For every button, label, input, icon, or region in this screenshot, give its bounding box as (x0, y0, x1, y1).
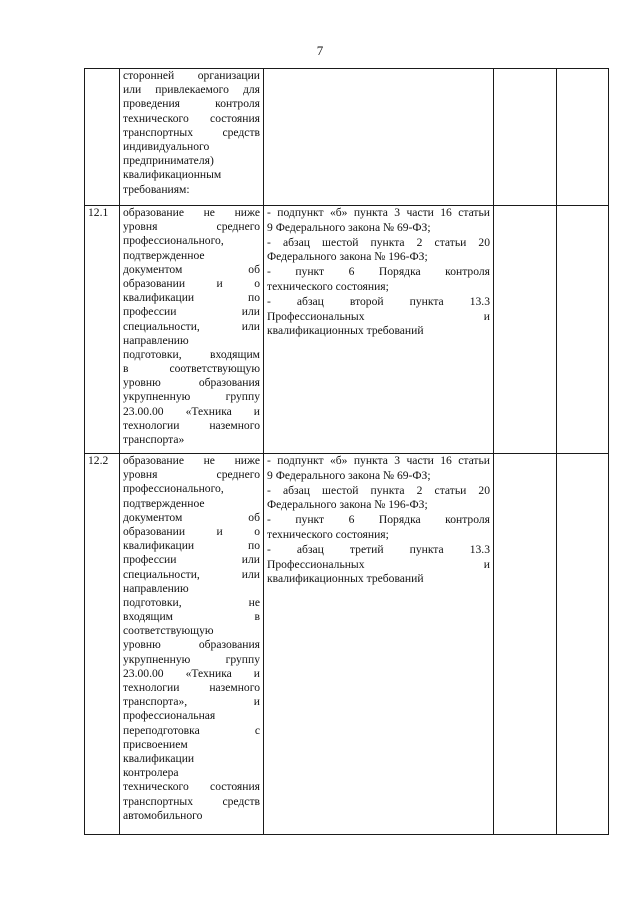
row-number-cell (85, 69, 120, 206)
requirement-line: уровню образования (123, 638, 260, 652)
requirement-line: технологии наземного (123, 418, 260, 432)
reference-line: - подпункт «б» пункта 3 части 16 статьи (267, 454, 490, 467)
empty-cell (557, 206, 609, 454)
reference-line: - пункт 6 Порядка контроля (267, 513, 490, 527)
requirement-line: образование не ниже (123, 206, 260, 219)
requirement-line: профессиональная (123, 709, 216, 723)
requirement-line: образование не ниже (123, 454, 260, 467)
row-number-cell: 12.1 (85, 206, 120, 454)
requirement-line: транспорта» (123, 433, 185, 446)
empty-cell (494, 206, 557, 454)
row-number-cell: 12.2 (85, 454, 120, 835)
reference-line: - абзац шестой пункта 2 статьи 20 (267, 235, 490, 249)
requirement-line: или привлекаемого для (123, 83, 260, 97)
requirement-line: документом об (123, 510, 260, 524)
reference-line: Федерального закона № 196-ФЗ; (267, 250, 428, 264)
table-row (85, 454, 609, 835)
requirement-line: профессии или (123, 553, 260, 567)
reference-line: технического состояния; (267, 527, 389, 541)
requirement-line: профессии или (123, 305, 260, 319)
requirement-line: уровня среднего (123, 220, 260, 234)
requirement-line: направлению (123, 581, 189, 595)
requirement-line: профессионального, (123, 482, 224, 496)
requirement-line: образовании и о (123, 276, 260, 290)
requirement-line: транспортных средств (123, 125, 260, 139)
requirement-line: специальности, или (123, 319, 260, 333)
requirement-line: укрупненную группу (123, 390, 260, 404)
requirement-line: квалификации по (123, 539, 260, 553)
table-row (85, 206, 609, 454)
reference-line: квалификационных требований (267, 572, 424, 586)
reference-line: Профессиональных и (267, 309, 490, 323)
requirement-line: соответствующую (123, 624, 214, 638)
reference-line: - абзац второй пункта 13.3 (267, 294, 490, 308)
requirement-line: транспорта», и (123, 695, 260, 709)
requirement-line: проведения контроля (123, 97, 260, 111)
requirement-line: подтвержденное (123, 248, 205, 262)
requirement-line: индивидуального (123, 139, 210, 153)
requirement-line: контролера (123, 766, 179, 780)
legal-reference-cell (264, 454, 494, 835)
requirement-cell (120, 69, 264, 206)
requirement-line: 23.00.00 «Техника и (123, 404, 260, 418)
table-row (85, 69, 609, 206)
requirement-line: транспортных средств (123, 794, 260, 808)
empty-cell (557, 69, 609, 206)
requirement-line: квалификации (123, 751, 195, 765)
requirement-line: направлению (123, 333, 189, 347)
requirement-cell (120, 454, 264, 835)
requirement-line: технического состояния (123, 780, 260, 794)
empty-cell (494, 69, 557, 206)
requirement-line: требованиям: (123, 182, 190, 196)
reference-line: квалификационных требований (267, 324, 424, 338)
reference-line: Профессиональных и (267, 557, 490, 571)
reference-line: 9 Федерального закона № 69-ФЗ; (267, 220, 431, 234)
requirement-line: подготовки, не (123, 595, 260, 609)
empty-cell (494, 454, 557, 835)
requirement-line: технологии наземного (123, 681, 260, 694)
reference-line: - пункт 6 Порядка контроля (267, 265, 490, 279)
requirement-line: переподготовка с (123, 723, 260, 737)
requirement-line: предпринимателя) (123, 154, 214, 168)
requirement-cell (120, 206, 264, 454)
requirement-line: образовании и о (123, 524, 260, 538)
requirement-line: присвоением (123, 737, 188, 751)
requirement-line: в соответствующую (123, 362, 260, 376)
requirement-line: укрупненную группу (123, 652, 260, 666)
empty-cell (557, 454, 609, 835)
requirement-line: автомобильного (123, 808, 203, 822)
requirement-line: специальности, или (123, 567, 260, 581)
requirement-line: квалификации по (123, 291, 260, 305)
reference-line: - подпункт «б» пункта 3 части 16 статьи (267, 206, 490, 219)
requirement-line: технического состояния (123, 111, 260, 125)
requirement-line: подтвержденное (123, 496, 205, 510)
requirements-table (84, 68, 609, 835)
requirement-line: квалификационным (123, 168, 222, 182)
legal-reference-cell (264, 206, 494, 454)
requirement-line: входящим в (123, 610, 260, 624)
reference-line: - абзац шестой пункта 2 статьи 20 (267, 483, 490, 497)
reference-line: 9 Федерального закона № 69-ФЗ; (267, 468, 431, 482)
reference-line: Федерального закона № 196-ФЗ; (267, 498, 428, 512)
requirement-line: 23.00.00 «Техника и (123, 666, 260, 680)
requirement-line: документом об (123, 262, 260, 276)
reference-line: - абзац третий пункта 13.3 (267, 542, 490, 556)
requirement-line: уровню образования (123, 376, 260, 390)
reference-line: технического состояния; (267, 279, 389, 293)
requirement-line: подготовки, входящим (123, 347, 260, 361)
legal-reference-cell (264, 69, 494, 206)
requirement-line: сторонней организации (123, 69, 260, 82)
page-number: 7 (316, 43, 324, 58)
requirement-line: уровня среднего (123, 468, 260, 482)
requirement-line: профессионального, (123, 234, 224, 248)
